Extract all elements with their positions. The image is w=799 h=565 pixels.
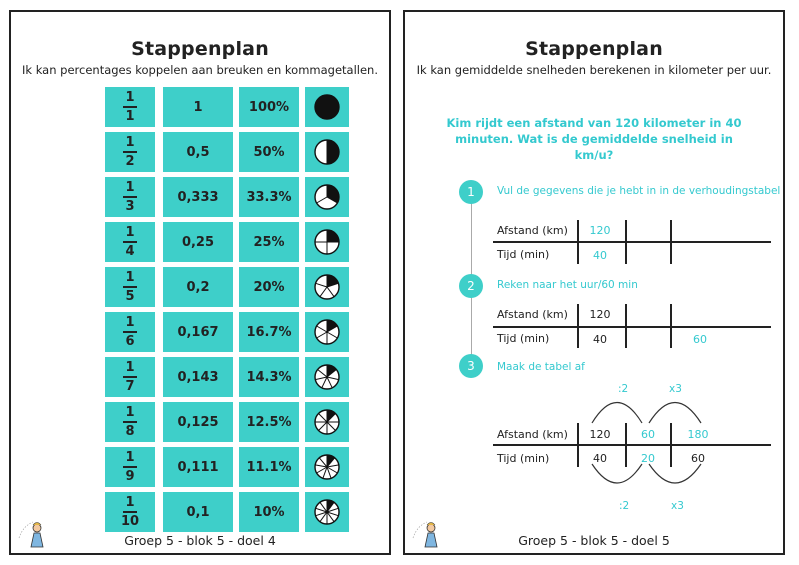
operation-arcs: [405, 12, 785, 557]
decimal-cell: 0,2: [163, 267, 233, 307]
pie-fraction-icon: [312, 497, 342, 527]
row-label-time: Tijd (min): [497, 332, 550, 345]
pie-cell: [305, 132, 349, 172]
fraction-numerator: 1: [125, 180, 135, 195]
fraction-cell: [105, 447, 155, 487]
table-separator: [577, 423, 579, 467]
pie-cell: [305, 177, 349, 217]
op-top-2: x3: [669, 383, 682, 395]
fraction-denominator: 3: [125, 199, 135, 214]
question-text: Kim rijdt een afstand van 120 kilometer in 40 minuten. Wat is de gemiddelde snelheid in km/u?: [446, 116, 742, 162]
row-label-distance: Afstand (km): [497, 308, 568, 321]
row-label-time: Tijd (min): [497, 452, 550, 465]
pie-cell: [305, 87, 349, 127]
fraction-cell: [105, 357, 155, 397]
step-3-badge: 3: [459, 354, 483, 378]
fraction-cell: [105, 402, 155, 442]
pie-fraction-icon: [312, 407, 342, 437]
fraction-numerator: 1: [125, 270, 135, 285]
fraction-numerator: 1: [125, 450, 135, 465]
fraction-numerator: 1: [125, 225, 135, 240]
pie-fraction-icon: [312, 227, 342, 257]
fraction-denominator: 7: [125, 379, 135, 394]
fraction-numerator: 1: [125, 315, 135, 330]
cell-time: 40: [593, 333, 607, 346]
cell-distance: 60: [641, 428, 655, 441]
step-3-text: Maak de tabel af: [497, 361, 585, 373]
arc-bottom-1: [592, 464, 642, 483]
pie-fraction-icon: [312, 92, 342, 122]
decimal-cell: 0,333: [163, 177, 233, 217]
fraction-cell: [105, 492, 155, 532]
percent-cell: 12.5%: [239, 402, 299, 442]
percent-cell: 11.1%: [239, 447, 299, 487]
fraction-numerator: 1: [125, 135, 135, 150]
fraction-numerator: 1: [125, 495, 135, 510]
pie-cell: [305, 492, 349, 532]
op-bottom-1: :2: [619, 500, 630, 512]
card-fractions: [9, 10, 391, 555]
fraction-bar: [123, 241, 137, 243]
table-separator: [625, 423, 627, 467]
decimal-cell: 0,5: [163, 132, 233, 172]
decimal-cell: 0,1: [163, 492, 233, 532]
arc-top-1: [592, 403, 642, 424]
fraction-cell: [105, 132, 155, 172]
percent-cell: 50%: [239, 132, 299, 172]
page-title: Stappenplan: [525, 38, 663, 60]
page-title: Stappenplan: [131, 38, 269, 60]
fraction-numerator: 1: [125, 405, 135, 420]
fraction-cell: [105, 177, 155, 217]
decimal-cell: 1: [163, 87, 233, 127]
percent-cell: 20%: [239, 267, 299, 307]
fraction-denominator: 1: [125, 109, 135, 124]
fraction-denominator: 5: [125, 289, 135, 304]
pie-cell: [305, 312, 349, 352]
fraction-numerator: 1: [125, 90, 135, 105]
fraction-cell: [105, 87, 155, 127]
page-subtitle: Ik kan percentages koppelen aan breuken en kommagetallen.: [22, 63, 378, 77]
pie-fraction-icon: [312, 362, 342, 392]
fraction-denominator: 10: [120, 514, 140, 529]
decimal-cell: 0,111: [163, 447, 233, 487]
cell-time: 60: [691, 452, 705, 465]
decimal-cell: 0,143: [163, 357, 233, 397]
cell-distance: 120: [589, 308, 611, 321]
fraction-cell: [105, 267, 155, 307]
cell-distance: 120: [589, 224, 611, 237]
percent-cell: 16.7%: [239, 312, 299, 352]
fraction-cell: [105, 222, 155, 262]
fraction-bar: [123, 376, 137, 378]
page-subtitle: Ik kan gemiddelde snelheden berekenen in kilometer per uur.: [416, 63, 772, 77]
percent-cell: 10%: [239, 492, 299, 532]
pie-fraction-icon: [312, 317, 342, 347]
step-2-text: Reken naar het uur/60 min: [497, 279, 638, 291]
cell-time: 20: [641, 452, 655, 465]
pie-fraction-icon: [312, 452, 342, 482]
fraction-denominator: 4: [125, 244, 135, 259]
cell-distance: 120: [589, 428, 611, 441]
fraction-bar: [123, 196, 137, 198]
percent-cell: 33.3%: [239, 177, 299, 217]
percent-cell: 25%: [239, 222, 299, 262]
page-footer: Groep 5 - blok 5 - doel 4: [124, 533, 276, 548]
row-label-distance: Afstand (km): [497, 224, 568, 237]
fraction-bar: [123, 286, 137, 288]
cell-time: 40: [593, 452, 607, 465]
pie-cell: [305, 267, 349, 307]
row-label-distance: Afstand (km): [497, 428, 568, 441]
cell-time: 40: [593, 249, 607, 262]
step-1-badge: 1: [459, 180, 483, 204]
pie-fraction-icon: [312, 137, 342, 167]
fraction-denominator: 8: [125, 424, 135, 439]
pie-fraction-icon: [312, 182, 342, 212]
teacher-logo-icon: [411, 518, 445, 548]
decimal-cell: 0,167: [163, 312, 233, 352]
pie-cell: [305, 402, 349, 442]
fraction-bar: [123, 106, 137, 108]
table-divider: [493, 444, 771, 446]
arc-bottom-2: [649, 464, 701, 483]
pie-cell: [305, 222, 349, 262]
fraction-bar: [123, 466, 137, 468]
fraction-numerator: 1: [125, 360, 135, 375]
card-speed: [403, 10, 785, 555]
decimal-cell: 0,125: [163, 402, 233, 442]
step-2-badge: 2: [459, 274, 483, 298]
op-top-1: :2: [618, 383, 629, 395]
percent-cell: 14.3%: [239, 357, 299, 397]
percent-cell: 100%: [239, 87, 299, 127]
pie-cell: [305, 357, 349, 397]
table-separator: [670, 423, 672, 467]
decimal-cell: 0,25: [163, 222, 233, 262]
pie-cell: [305, 447, 349, 487]
step-1-text: Vul de gegevens die je hebt in in de verhoudingstabel: [497, 185, 781, 197]
teacher-logo-icon: [17, 518, 51, 548]
fraction-denominator: 6: [125, 334, 135, 349]
fraction-cell: [105, 312, 155, 352]
fraction-bar: [123, 421, 137, 423]
fraction-denominator: 2: [125, 154, 135, 169]
pie-fraction-icon: [312, 272, 342, 302]
fraction-bar: [123, 331, 137, 333]
page-footer: Groep 5 - blok 5 - doel 5: [518, 533, 670, 548]
arc-top-2: [649, 403, 701, 424]
fraction-denominator: 9: [125, 469, 135, 484]
cell-distance: 180: [687, 428, 709, 441]
fraction-bar: [123, 511, 137, 513]
op-bottom-2: x3: [671, 500, 684, 512]
cell-time-hour: 60: [693, 333, 707, 346]
fraction-bar: [123, 151, 137, 153]
row-label-time: Tijd (min): [497, 248, 550, 261]
